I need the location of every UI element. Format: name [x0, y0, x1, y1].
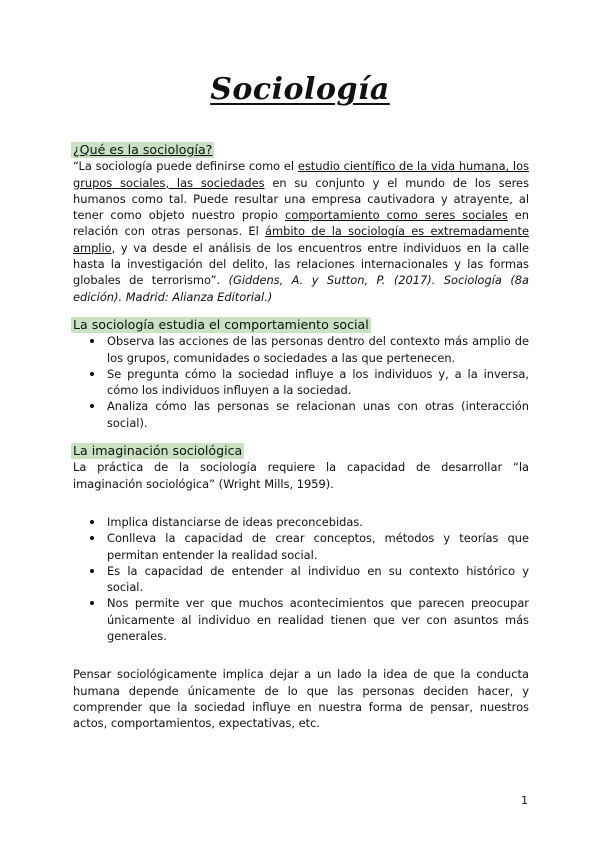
definition-text-1: “La sociología puede definirse como el — [73, 159, 298, 174]
page-number: 1 — [521, 794, 528, 807]
closing-paragraph: Pensar sociológicamente implica dejar a un lado la idea de que la conducta humana depende únicamente de lo que las personas deciden hacer, y comprender que la sociedad influye en nuestra forma de pensar, nuestros actos, comportamientos, expectativas, etc. — [73, 667, 529, 731]
comportamiento-list — [73, 333, 529, 431]
definition-underline-2: comportamiento como seres sociales — [284, 208, 508, 223]
list-item: Conlleva la capacidad de crear conceptos, métodos y teorías que permitan entender la realidad social. — [107, 531, 529, 562]
list-item: Analiza cómo las personas se relacionan unas con otras (interacción social). — [107, 399, 529, 430]
definition-text-3: en relación con otras personas. El — [73, 208, 529, 239]
list-item: Implica distanciarse de ideas preconcebidas. — [107, 514, 529, 530]
imaginacion-intro: La práctica de la sociología requiere la capacidad de desarrollar “la imaginación sociológica” (Wright Mills, 1959). — [73, 460, 529, 491]
document-body — [73, 142, 529, 732]
list-item: Se pregunta cómo la sociedad influye a los individuos y, a la inversa, cómo los individuos influyen a la sociedad. — [107, 366, 529, 398]
list-item: Observa las acciones de las personas dentro del contexto más amplio de los grupos, comunidades o sociedades a las que pertenecen. — [107, 334, 529, 365]
citation: (Giddens, A. y Sutton, P. (2017). Sociología (8a edición). Madrid: Alianza Editorial.) — [73, 273, 529, 304]
page-title: Sociología — [210, 72, 390, 107]
definition-underline-1: estudio científico de la vida humana, los grupos sociales, las sociedades — [73, 159, 529, 190]
section-heading-que-es: ¿Qué es la sociología? — [73, 142, 213, 157]
imaginacion-list — [73, 514, 529, 644]
section-heading-comportamiento: La sociología estudia el comportamiento social — [73, 316, 369, 332]
definition-text-4: , y va desde el análisis de los encuentros entre individuos en la calle hasta la investigación del delito, las relaciones internacionales y las formas globales de terrorismo”. — [73, 240, 529, 288]
section-heading-imaginacion: La imaginación sociológica — [73, 443, 243, 459]
definition-text-2: en su conjunto y el mundo de los seres humanos como tal. Puede resultar una empresa cautivadora y atrayente, al tener como objeto nuestro propio — [73, 175, 529, 223]
list-item: Nos permite ver que muchos acontecimientos que parecen preocupar únicamente al individuo en realidad tienen que ver con asuntos más generales. — [107, 596, 529, 644]
list-item: Es la capacidad de entender al individuo en su contexto histórico y social. — [107, 563, 529, 595]
definition-paragraph — [73, 158, 529, 305]
definition-underline-3: ámbito de la sociología es extremadamente amplio — [73, 224, 530, 255]
